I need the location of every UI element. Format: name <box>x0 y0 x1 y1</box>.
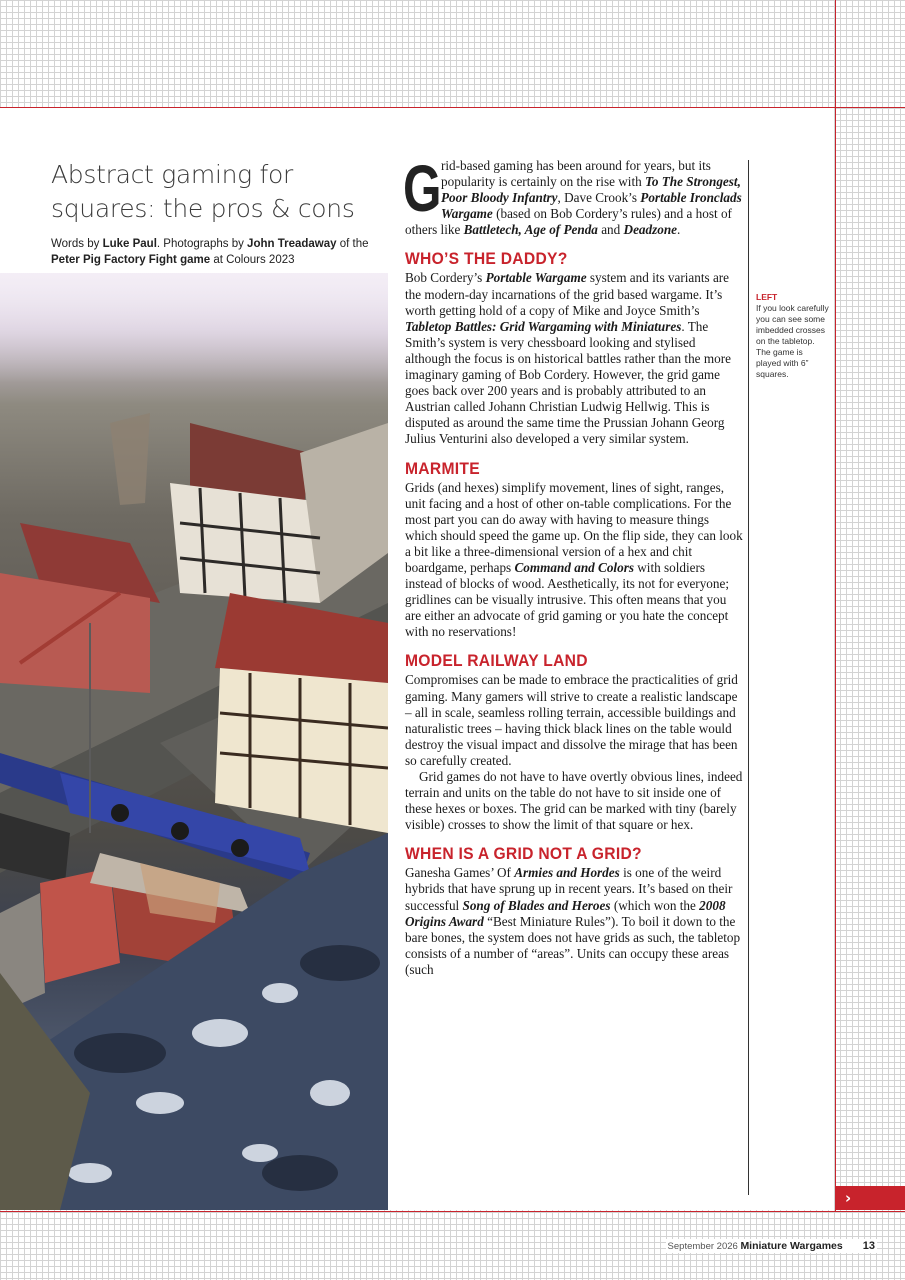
intro-title-1: To The Strongest, Poor Bloody Infantry <box>441 174 741 206</box>
column-divider <box>748 160 749 1195</box>
drop-cap: G <box>403 151 442 225</box>
article-credits <box>51 236 381 268</box>
section-paragraph-daddy <box>405 270 743 447</box>
section-paragraph-grid <box>405 865 743 978</box>
article-body <box>403 151 743 978</box>
photographer-name: John Treadaway <box>247 238 337 250</box>
caption-tag: LEFT <box>756 292 778 302</box>
next-page-arrow-icon[interactable]: › <box>836 1186 905 1210</box>
s1-title-1: Portable Wargame <box>485 270 587 286</box>
author-name: Luke Paul <box>102 238 157 250</box>
intro-text-4: and <box>597 222 624 238</box>
s1-text-3: . The Smith’s system is very chessboard looking and stylised although the focus is on historical battles rather than the more imaginary gaming of Bob Cordery. However, the grid game goes back over 200 years and is probably attributed to an Austrian called Johann Christian Ludwig Hellwig. This is disputed as around the same time the Prussian Johann Georg Julius Venturini also developed a very similar system. <box>405 318 731 447</box>
s1-title-2: Tabletop Battles: Grid Wargaming with Miniatures <box>405 318 682 334</box>
s4-title-2: Song of Blades and Heroes <box>462 897 611 913</box>
section-paragraph-marmite <box>405 480 743 641</box>
tabletop-photo <box>0 273 388 1210</box>
s2-title-1: Command and Colors <box>514 559 634 575</box>
s4-title-3: 2008 Origins Award <box>405 897 726 929</box>
s4-text-3: (which won the <box>610 897 700 913</box>
section-heading-marmite: MARMITE <box>405 458 480 478</box>
footer-magazine: Miniature Wargames <box>740 1240 843 1252</box>
credits-suffix: at Colours 2023 <box>210 254 295 266</box>
intro-title-3: Battletech, Age of Penda <box>463 222 598 238</box>
tabletop-illustration <box>0 273 388 1210</box>
intro-text-3: (based on Bob Cordery’s rules) and a host of others like <box>405 206 732 238</box>
caption-text: If you look carefully you can see some imbedded crosses on the tabletop. The game is played with 6” squares. <box>756 303 829 379</box>
s4-text-2: is one of the weird hybrids that have sprung up in recent years. It’s based on their successful <box>405 865 733 913</box>
intro-title-2: Portable Ironclads Wargame <box>441 190 742 222</box>
s4-text-4: “Best Miniature Rules”). To boil it down to the bare bones, the system does not have grids as such, the tabletop consists of a number of “areas”. Units can occupy these areas (such <box>405 913 741 977</box>
credits-words-prefix: Words by <box>51 238 103 250</box>
s2-text-2: with soldiers instead of blocks of wood. Aesthetically, its not for everyone; gridlines can be visually intrusive. This often means that you are either an advocate of grid gaming or you hate the concept with no reservations! <box>405 559 729 640</box>
right-border-line <box>835 0 836 1212</box>
intro-text-5: . <box>677 222 681 238</box>
s4-text-1: Ganesha Games’ Of <box>405 865 515 881</box>
article-headline: Abstract gaming for squares: the pros & cons <box>51 160 355 223</box>
page-footer <box>666 1239 877 1253</box>
section-paragraph-railway-1: Compromises can be made to embrace the practicalities of grid gaming. Many gamers will strive to create a realistic landscape – all in scale, seamless rolling terrain, accessible buildings and naturalistic trees – having thick black lines on the table would destroy the visual impact and dissolve the mirage that has been so carefully created. <box>405 672 738 768</box>
section-heading-daddy: WHO’S THE DADDY? <box>405 249 568 269</box>
page-number: 13 <box>862 1240 875 1252</box>
page-panel <box>0 108 834 1210</box>
intro-text-2: , Dave Crook’s <box>557 190 641 206</box>
s2-text-1: Grids (and hexes) simplify movement, lines of sight, ranges, unit facing and a host of other on-table complications. For the most part you can do away with having to measure things which should speed the game up. On the flip side, they can look a bit like a three-dimensional version of a hex and chit boardgame, perhaps <box>405 479 743 575</box>
section-heading-grid: WHEN IS A GRID NOT A GRID? <box>405 844 642 864</box>
intro-title-4: Deadzone <box>623 222 678 238</box>
section-paragraph-railway-2: Grid games do not have to have overtly obvious lines, indeed terrain and units on the table do not have to sit inside one of these hexes or boxes. The grid can be marked with tiny (barely visible) crosses to show the limit of that square or hex. <box>405 769 743 833</box>
bottom-border-line <box>0 1211 905 1212</box>
credits-photos-prefix: . Photographs by <box>156 238 248 250</box>
title-block <box>51 158 381 268</box>
game-name: Peter Pig Factory Fight game <box>51 254 211 266</box>
photo-caption <box>756 292 830 380</box>
footer-date: September 2026 <box>667 1241 741 1252</box>
intro-paragraph <box>403 151 743 238</box>
s4-title-1: Armies and Hordes <box>514 865 620 881</box>
credits-of: of the <box>336 238 369 250</box>
intro-text-1: rid-based gaming has been around for years, but its popularity is certainly on the rise with <box>441 158 711 190</box>
s1-text-1: Bob Cordery’s <box>405 270 486 286</box>
section-heading-railway: MODEL RAILWAY LAND <box>405 651 588 671</box>
s1-text-2: system and its variants are the modern-day incarnations of the grid based wargame. It’s worth getting hold of a copy of Mike and Joyce Smith’s <box>405 270 730 318</box>
